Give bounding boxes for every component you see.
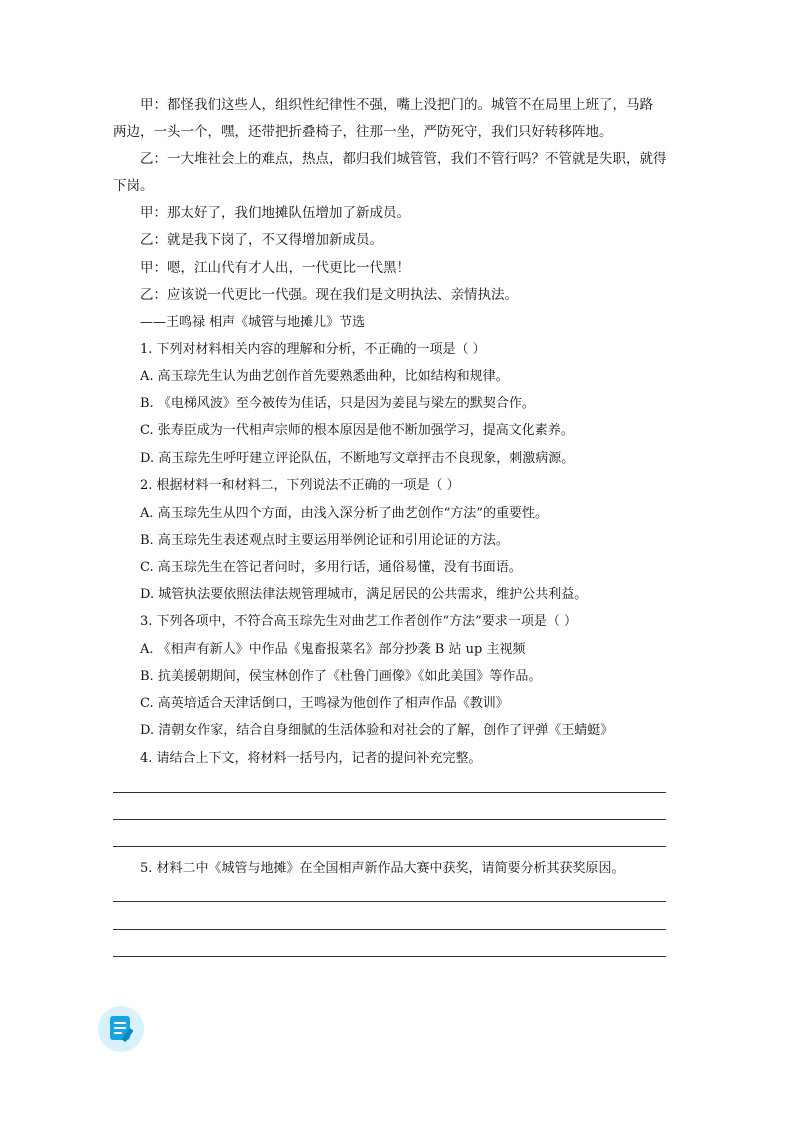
question-2-option-a: A. 高玉琮先生从四个方面，由浅入深分析了曲艺创作“方法”的重要性。 [140,506,548,521]
question-3-option-c: C. 高英培适合天津话倒口，王鸣禄为他创作了相声作品《教训》 [140,696,509,711]
answer-line[interactable] [113,956,666,957]
answer-line[interactable] [113,901,666,902]
answer-line[interactable] [113,846,666,847]
answer-line[interactable] [113,819,666,820]
question-5: 5. 材料二中《城管与地摊》在全国相声新作品大赛中获奖，请简要分析其获奖原因。 [140,861,625,876]
dialogue-jia-1-line2: 两边，一头一个，嘿，还带把折叠椅子，往那一坐，严防死守，我们只好转移阵地。 [113,124,613,140]
notepad-pen-icon[interactable] [98,1006,144,1052]
question-3-option-b: B. 抗美援朝期间，侯宝林创作了《杜鲁门画像》《如此美国》等作品。 [140,669,542,684]
answer-line[interactable] [113,929,666,930]
question-2-option-c: C. 高玉琮先生在答记者问时，多用行话，通俗易懂，没有书面语。 [140,560,522,575]
question-3-option-d: D. 清朝女作家，结合自身细腻的生活体验和对社会的了解，创作了评弹《王蜻蜓》 [140,723,614,738]
source-citation: ——王鸣禄 相声《城管与地摊儿》节选 [140,315,366,330]
dialogue-jia-2: 甲：那太好了，我们地摊队伍增加了新成员。 [140,205,410,221]
question-1-option-d: D. 高玉琮先生呼吁建立评论队伍，不断地写文章抨击不良现象，刺激病源。 [140,451,575,466]
question-2-option-b: B. 高玉琮先生表述观点时主要运用举例论证和引用论证的方法。 [140,533,509,548]
question-2-option-d: D. 城管执法要依照法律法规管理城市，满足居民的公共需求，维护公共利益。 [140,587,588,602]
dialogue-yi-2: 乙：就是我下岗了，不又得增加新成员。 [140,232,383,248]
question-1-option-a: A. 高玉琮先生认为曲艺创作首先要熟悉曲种，比如结构和规律。 [140,369,509,384]
answer-line[interactable] [113,792,666,793]
question-1-option-b: B. 《电梯风波》至今被传为佳话，只是因为姜昆与梁左的默契合作。 [140,396,535,411]
question-1-option-c: C. 张寿臣成为一代相声宗师的根本原因是他不断加强学习，提高文化素养。 [140,423,574,438]
dialogue-jia-1-line1: 甲：都怪我们这些人，组织性纪律性不强，嘴上没把门的。城管不在局里上班了，马路 [140,97,653,113]
question-1: 1. 下列对材料相关内容的理解和分析，不正确的一项是（ ） [140,342,486,357]
question-4: 4. 请结合上下文，将材料一括号内，记者的提问补充完整。 [140,751,482,766]
dialogue-jia-3: 甲：嗯，江山代有才人出，一代更比一代黑！ [140,260,410,276]
question-3: 3. 下列各项中，不符合高玉琮先生对曲艺工作者创作“方法”要求一项是（ ） [140,614,577,629]
question-2: 2. 根据材料一和材料二，下列说法不正确的一项是（ ） [140,478,460,493]
dialogue-yi-1-line1: 乙：一大堆社会上的难点，热点，都归我们城管管，我们不管行吗？不管就是失职，就得 [140,151,667,167]
dialogue-yi-1-line2: 下岗。 [113,178,154,194]
dialogue-yi-3: 乙：应该说一代更比一代强。现在我们是文明执法、亲情执法。 [140,287,518,303]
question-3-option-a: A. 《相声有新人》中作品《鬼畜报菜名》部分抄袭 B 站 up 主视频 [140,642,526,657]
